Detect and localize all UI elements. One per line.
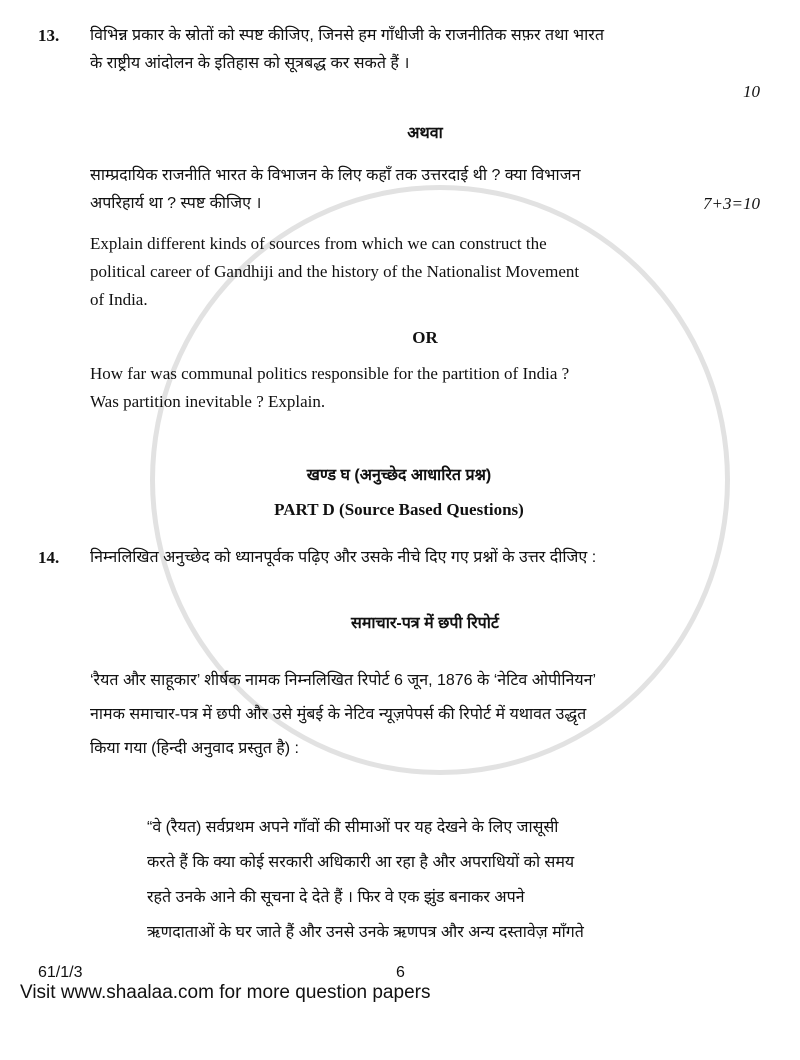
quote-line: ऋणदाताओं के घर जाते हैं और उनसे उनके ऋणपत्र और अन्य दस्तावेज़ माँगते [147, 924, 584, 941]
q14-instruction: निम्नलिखित अनुच्छेद को ध्यानपूर्वक पढ़िए और उसके नीचे दिए गए प्रश्नों के उत्तर दीजिए : [90, 549, 597, 566]
q14-heading: समाचार-पत्र में छपी रिपोर्ट [351, 615, 499, 632]
question-14-number: 14. [38, 548, 60, 567]
or-hindi: अथवा [407, 125, 443, 142]
part-d-hindi-title: खण्ड घ (अनुच्छेद आधारित प्रश्न) [306, 467, 492, 484]
q14-intro-line: ‘रैयत और साहूकार’ शीर्षक नामक निम्नलिखित रिपोर्ट 6 जून, 1876 के ‘नेटिव ओपीनियन’ [90, 672, 597, 689]
q13-alt-hindi-line: साम्प्रदायिक राजनीति भारत के विभाजन के लिए कहाँ तक उत्तरदाई थी ? क्या विभाजन [90, 167, 581, 184]
quote-line: रहते उनके आने की सूचना दे देते हैं । फिर वे एक झुंड बनाकर अपने [147, 889, 525, 906]
q13-alt-english-line: Was partition inevitable ? Explain. [90, 392, 326, 411]
visit-link[interactable]: Visit www.shaalaa.com for more question papers [20, 982, 431, 1003]
question-14 [38, 544, 760, 950]
quote-line: “वे (रैयत) सर्वप्रथम अपने गाँवों की सीमाओं पर यह देखने के लिए जासूसी [147, 819, 559, 836]
q13-marks: 10 [743, 82, 760, 101]
question-13-number: 13. [38, 26, 60, 45]
q13-hindi-line: के राष्ट्रीय आंदोलन के इतिहास को सूत्रबद्ध कर सकते हैं । [90, 55, 410, 72]
part-d-english-title: PART D (Source Based Questions) [274, 500, 524, 519]
q13-alt-english-line: How far was communal politics responsible for the partition of India ? [90, 364, 570, 383]
or-english: OR [412, 328, 438, 347]
page-number: 6 [396, 964, 405, 981]
quote-line: करते हैं कि क्या कोई सरकारी अधिकारी आ रहा है और अपराधियों को समय [147, 854, 575, 871]
question-13 [38, 22, 760, 416]
q14-intro-line: नामक समाचार-पत्र में छपी और उसे मुंबई के नेटिव न्यूज़पेपर्स की रिपोर्ट में यथावत उद्धृत [90, 706, 587, 723]
paper-code: 61/1/3 [38, 964, 83, 981]
q14-intro-line: किया गया (हिन्दी अनुवाद प्रस्तुत है) : [90, 740, 299, 757]
q13-english-line: Explain different kinds of sources from which we can construct the [90, 234, 547, 253]
q13-english-line: political career of Gandhiji and the history of the Nationalist Movement [90, 262, 580, 281]
q13-alt-hindi-line: अपरिहार्य था ? स्पष्ट कीजिए । [90, 195, 262, 212]
q13-hindi-line: विभिन्न प्रकार के स्रोतों को स्पष्ट कीजिए, जिनसे हम गाँधीजी के राजनीतिक सफ़र तथा भारत [90, 27, 604, 44]
q13-english-line: of India. [90, 290, 148, 309]
footer [0, 950, 800, 1006]
q13-alt-marks: 7+3=10 [703, 194, 760, 213]
